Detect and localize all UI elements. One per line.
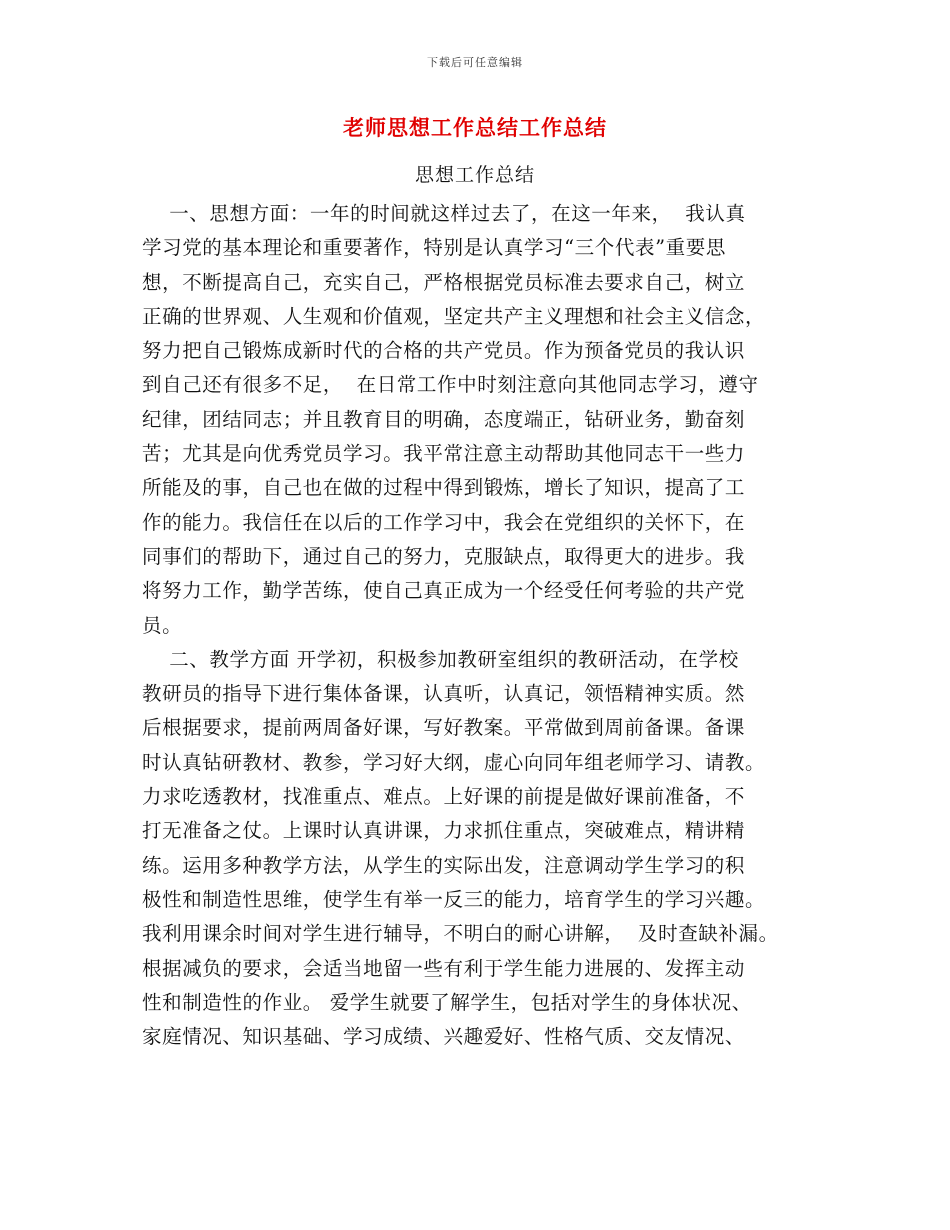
text-line: 教研员的指导下进行集体备课，认真听，认真记，领悟精神实质。然 <box>142 682 746 706</box>
text-line: 努力把自己锻炼成新时代的合格的共产党员。作为预备党员的我认识 <box>142 339 746 363</box>
text-line: 同事们的帮助下，通过自己的努力，克服缺点，取得更大的进步。我 <box>142 544 746 568</box>
body-text <box>142 197 832 1054</box>
text-line: 作的能力。我信任在以后的工作学习中，我会在党组织的关怀下，在 <box>142 510 746 534</box>
text-line: 将努力工作，勤学苦练，使自己真正成为一个经受任何考验的共产党 <box>142 579 746 603</box>
text-line: 家庭情况、知识基础、学习成绩、兴趣爱好、性格气质、交友情况、 <box>142 1025 746 1049</box>
text-line: 二、教学方面 开学初，积极参加教研室组织的教研活动，在学校 <box>142 647 739 671</box>
text-line: 苦；尤其是向优秀党员学习。我平常注意主动帮助其他同志干一些力 <box>142 442 746 466</box>
text-line: 极性和制造性思维，使学生有举一反三的能力，培育学生的学习兴趣。 <box>142 887 766 911</box>
text-line: 想，不断提高自己，充实自己，严格根据党员标准去要求自己，树立 <box>142 270 746 294</box>
text-line: 时认真钻研教材、教参，学习好大纲，虚心向同年组老师学习、请教。 <box>142 750 766 774</box>
document-subtitle: 思想工作总结 <box>414 164 535 186</box>
text-line: 一、思想方面：一年的时间就这样过去了，在这一年来， 我认真 <box>142 202 746 225</box>
text-line: 后根据要求，提前两周备好课，写好教案。平常做到周前备课。备课 <box>142 716 746 740</box>
header-note: 下载后可任意编辑 <box>427 56 523 69</box>
text-line: 纪律，团结同志；并且教育目的明确，态度端正，钻研业务，勤奋刻 <box>142 407 746 431</box>
text-line: 力求吃透教材，找准重点、难点。上好课的前提是做好课前准备，不 <box>142 785 746 809</box>
text-line: 正确的世界观、人生观和价值观，坚定共产主义理想和社会主义信念， <box>142 304 766 328</box>
text-line: 性和制造性的作业。 爱学生就要了解学生，包括对学生的身体状况、 <box>142 990 752 1014</box>
text-line: 学习党的基本理论和重要著作，特别是认真学习“三个代表”重要思 <box>142 236 726 260</box>
text-line: 练。运用多种教学方法，从学生的实际出发，注意调动学生学习的积 <box>142 853 746 877</box>
text-line: 我利用课余时间对学生进行辅导，不明白的耐心讲解， 及时查缺补漏。 <box>142 922 779 946</box>
text-line: 员。 <box>142 613 183 637</box>
text-line: 根据减负的要求，会适当地留一些有利于学生能力进展的、发挥主动 <box>142 956 746 980</box>
document-title: 老师思想工作总结工作总结 <box>343 115 607 140</box>
text-line: 所能及的事，自己也在做的过程中得到锻炼，增长了知识，提高了工 <box>142 476 746 500</box>
text-line: 打无准备之仗。上课时认真讲课，力求抓住重点，突破难点，精讲精 <box>142 819 746 843</box>
text-line: 到自己还有很多不足， 在日常工作中时刻注意向其他同志学习，遵守 <box>142 373 759 397</box>
